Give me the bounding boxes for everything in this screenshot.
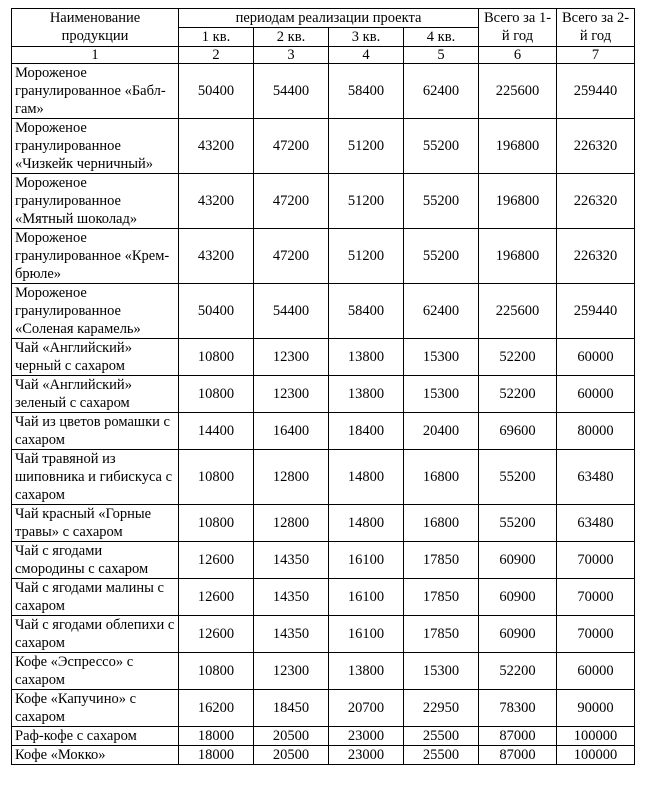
column-number: 1 — [12, 47, 179, 64]
cell-q1: 18000 — [179, 727, 254, 746]
column-number: 6 — [479, 47, 557, 64]
cell-q1: 10800 — [179, 505, 254, 542]
cell-q3: 58400 — [329, 64, 404, 119]
cell-q3: 51200 — [329, 174, 404, 229]
cell-total-year-2: 70000 — [557, 616, 635, 653]
cell-q3: 18400 — [329, 413, 404, 450]
table-row — [12, 727, 635, 746]
cell-q3: 13800 — [329, 376, 404, 413]
table-row — [12, 746, 635, 765]
cell-total-year-2: 80000 — [557, 413, 635, 450]
cell-product-name: Чай с ягодами смородины с сахаром — [12, 542, 179, 579]
table-row — [12, 174, 635, 229]
cell-q1: 43200 — [179, 119, 254, 174]
cell-product-name: Чай красный «Горные травы» с сахаром — [12, 505, 179, 542]
cell-product-name: Мороженое гранулированное «Крем-брюле» — [12, 229, 179, 284]
header-q2: 2 кв. — [254, 28, 329, 47]
cell-total-year-1: 55200 — [479, 505, 557, 542]
cell-q1: 10800 — [179, 450, 254, 505]
cell-total-year-1: 60900 — [479, 616, 557, 653]
cell-q3: 14800 — [329, 505, 404, 542]
header-total-year-1: Всего за 1-й год — [479, 9, 557, 47]
table-row — [12, 450, 635, 505]
cell-total-year-1: 196800 — [479, 119, 557, 174]
cell-q3: 16100 — [329, 579, 404, 616]
cell-q3: 13800 — [329, 339, 404, 376]
cell-q4: 16800 — [404, 450, 479, 505]
cell-total-year-2: 60000 — [557, 653, 635, 690]
cell-q2: 47200 — [254, 119, 329, 174]
cell-q4: 22950 — [404, 690, 479, 727]
cell-total-year-1: 225600 — [479, 64, 557, 119]
table-row — [12, 542, 635, 579]
cell-q2: 14350 — [254, 616, 329, 653]
sales-table — [11, 8, 635, 765]
cell-q1: 43200 — [179, 174, 254, 229]
cell-total-year-1: 52200 — [479, 339, 557, 376]
cell-q2: 14350 — [254, 579, 329, 616]
column-number: 2 — [179, 47, 254, 64]
column-number: 3 — [254, 47, 329, 64]
header-row-1 — [12, 9, 635, 28]
cell-q1: 50400 — [179, 64, 254, 119]
cell-q2: 18450 — [254, 690, 329, 727]
cell-product-name: Мороженое гранулированное «Мятный шоколад» — [12, 174, 179, 229]
cell-total-year-1: 196800 — [479, 229, 557, 284]
cell-q1: 14400 — [179, 413, 254, 450]
cell-q4: 62400 — [404, 64, 479, 119]
cell-q3: 58400 — [329, 284, 404, 339]
cell-product-name: Кофе «Капучино» с сахаром — [12, 690, 179, 727]
cell-q4: 20400 — [404, 413, 479, 450]
cell-q1: 12600 — [179, 616, 254, 653]
table-row — [12, 579, 635, 616]
cell-q3: 16100 — [329, 542, 404, 579]
column-number: 5 — [404, 47, 479, 64]
header-q4: 4 кв. — [404, 28, 479, 47]
cell-q4: 55200 — [404, 174, 479, 229]
cell-q2: 54400 — [254, 284, 329, 339]
cell-total-year-2: 90000 — [557, 690, 635, 727]
cell-total-year-1: 87000 — [479, 746, 557, 765]
cell-total-year-2: 60000 — [557, 376, 635, 413]
column-number: 7 — [557, 47, 635, 64]
cell-product-name: Чай с ягодами малины с сахаром — [12, 579, 179, 616]
table-row — [12, 690, 635, 727]
cell-total-year-1: 52200 — [479, 653, 557, 690]
table-row — [12, 229, 635, 284]
cell-q3: 23000 — [329, 727, 404, 746]
cell-q3: 20700 — [329, 690, 404, 727]
cell-q1: 18000 — [179, 746, 254, 765]
table-body — [12, 64, 635, 765]
cell-q1: 12600 — [179, 542, 254, 579]
cell-q4: 15300 — [404, 376, 479, 413]
cell-q2: 16400 — [254, 413, 329, 450]
cell-product-name: Кофе «Эспрессо» с сахаром — [12, 653, 179, 690]
cell-total-year-1: 60900 — [479, 542, 557, 579]
table-row — [12, 284, 635, 339]
cell-product-name: Чай «Английский» зеленый с сахаром — [12, 376, 179, 413]
cell-total-year-2: 259440 — [557, 284, 635, 339]
table-row — [12, 505, 635, 542]
cell-q1: 43200 — [179, 229, 254, 284]
cell-q2: 12300 — [254, 653, 329, 690]
cell-total-year-2: 226320 — [557, 174, 635, 229]
cell-q4: 16800 — [404, 505, 479, 542]
cell-product-name: Мороженое гранулированное «Чизкейк черничный» — [12, 119, 179, 174]
cell-total-year-2: 259440 — [557, 64, 635, 119]
cell-product-name: Чай «Английский» черный с сахаром — [12, 339, 179, 376]
cell-q4: 15300 — [404, 653, 479, 690]
header-periods: периодам реализации проекта — [179, 9, 479, 28]
cell-q4: 25500 — [404, 727, 479, 746]
cell-product-name: Чай травяной из шиповника и гибискуса с сахаром — [12, 450, 179, 505]
cell-q4: 55200 — [404, 229, 479, 284]
cell-total-year-2: 226320 — [557, 229, 635, 284]
header-q3: 3 кв. — [329, 28, 404, 47]
cell-q2: 54400 — [254, 64, 329, 119]
cell-total-year-1: 196800 — [479, 174, 557, 229]
cell-q2: 47200 — [254, 229, 329, 284]
column-number: 4 — [329, 47, 404, 64]
cell-total-year-1: 55200 — [479, 450, 557, 505]
header-total-year-2: Всего за 2-й год — [557, 9, 635, 47]
cell-q1: 10800 — [179, 376, 254, 413]
cell-q2: 20500 — [254, 727, 329, 746]
table-row — [12, 64, 635, 119]
cell-q1: 50400 — [179, 284, 254, 339]
cell-q3: 51200 — [329, 229, 404, 284]
cell-q2: 20500 — [254, 746, 329, 765]
table-row — [12, 376, 635, 413]
cell-total-year-2: 63480 — [557, 450, 635, 505]
cell-total-year-2: 70000 — [557, 579, 635, 616]
table-row — [12, 653, 635, 690]
table-row — [12, 616, 635, 653]
table-row — [12, 413, 635, 450]
header-product-name: Наименование продукции — [12, 9, 179, 47]
cell-q4: 17850 — [404, 579, 479, 616]
cell-total-year-1: 225600 — [479, 284, 557, 339]
cell-q1: 12600 — [179, 579, 254, 616]
cell-q3: 13800 — [329, 653, 404, 690]
cell-product-name: Мороженое гранулированное «Соленая карамель» — [12, 284, 179, 339]
cell-total-year-2: 226320 — [557, 119, 635, 174]
cell-total-year-1: 60900 — [479, 579, 557, 616]
cell-total-year-1: 87000 — [479, 727, 557, 746]
cell-product-name: Кофе «Мокко» — [12, 746, 179, 765]
cell-q1: 16200 — [179, 690, 254, 727]
cell-total-year-1: 78300 — [479, 690, 557, 727]
cell-q3: 51200 — [329, 119, 404, 174]
cell-q2: 12800 — [254, 450, 329, 505]
cell-total-year-2: 70000 — [557, 542, 635, 579]
cell-q2: 12300 — [254, 339, 329, 376]
cell-q1: 10800 — [179, 339, 254, 376]
cell-q2: 14350 — [254, 542, 329, 579]
cell-total-year-2: 100000 — [557, 746, 635, 765]
cell-total-year-2: 63480 — [557, 505, 635, 542]
table-row — [12, 339, 635, 376]
cell-total-year-1: 69600 — [479, 413, 557, 450]
cell-product-name: Мороженое гранулированное «Бабл-гам» — [12, 64, 179, 119]
cell-q4: 25500 — [404, 746, 479, 765]
cell-q2: 12800 — [254, 505, 329, 542]
cell-product-name: Раф-кофе с сахаром — [12, 727, 179, 746]
cell-q4: 17850 — [404, 616, 479, 653]
cell-q4: 62400 — [404, 284, 479, 339]
cell-q4: 17850 — [404, 542, 479, 579]
cell-product-name: Чай с ягодами облепихи с сахаром — [12, 616, 179, 653]
cell-q4: 55200 — [404, 119, 479, 174]
cell-q2: 47200 — [254, 174, 329, 229]
cell-q4: 15300 — [404, 339, 479, 376]
cell-q3: 23000 — [329, 746, 404, 765]
cell-product-name: Чай из цветов ромашки с сахаром — [12, 413, 179, 450]
header-q1: 1 кв. — [179, 28, 254, 47]
table-row — [12, 119, 635, 174]
cell-q3: 16100 — [329, 616, 404, 653]
cell-q2: 12300 — [254, 376, 329, 413]
cell-q1: 10800 — [179, 653, 254, 690]
cell-total-year-2: 100000 — [557, 727, 635, 746]
cell-q3: 14800 — [329, 450, 404, 505]
cell-total-year-2: 60000 — [557, 339, 635, 376]
column-number-row — [12, 47, 635, 64]
cell-total-year-1: 52200 — [479, 376, 557, 413]
